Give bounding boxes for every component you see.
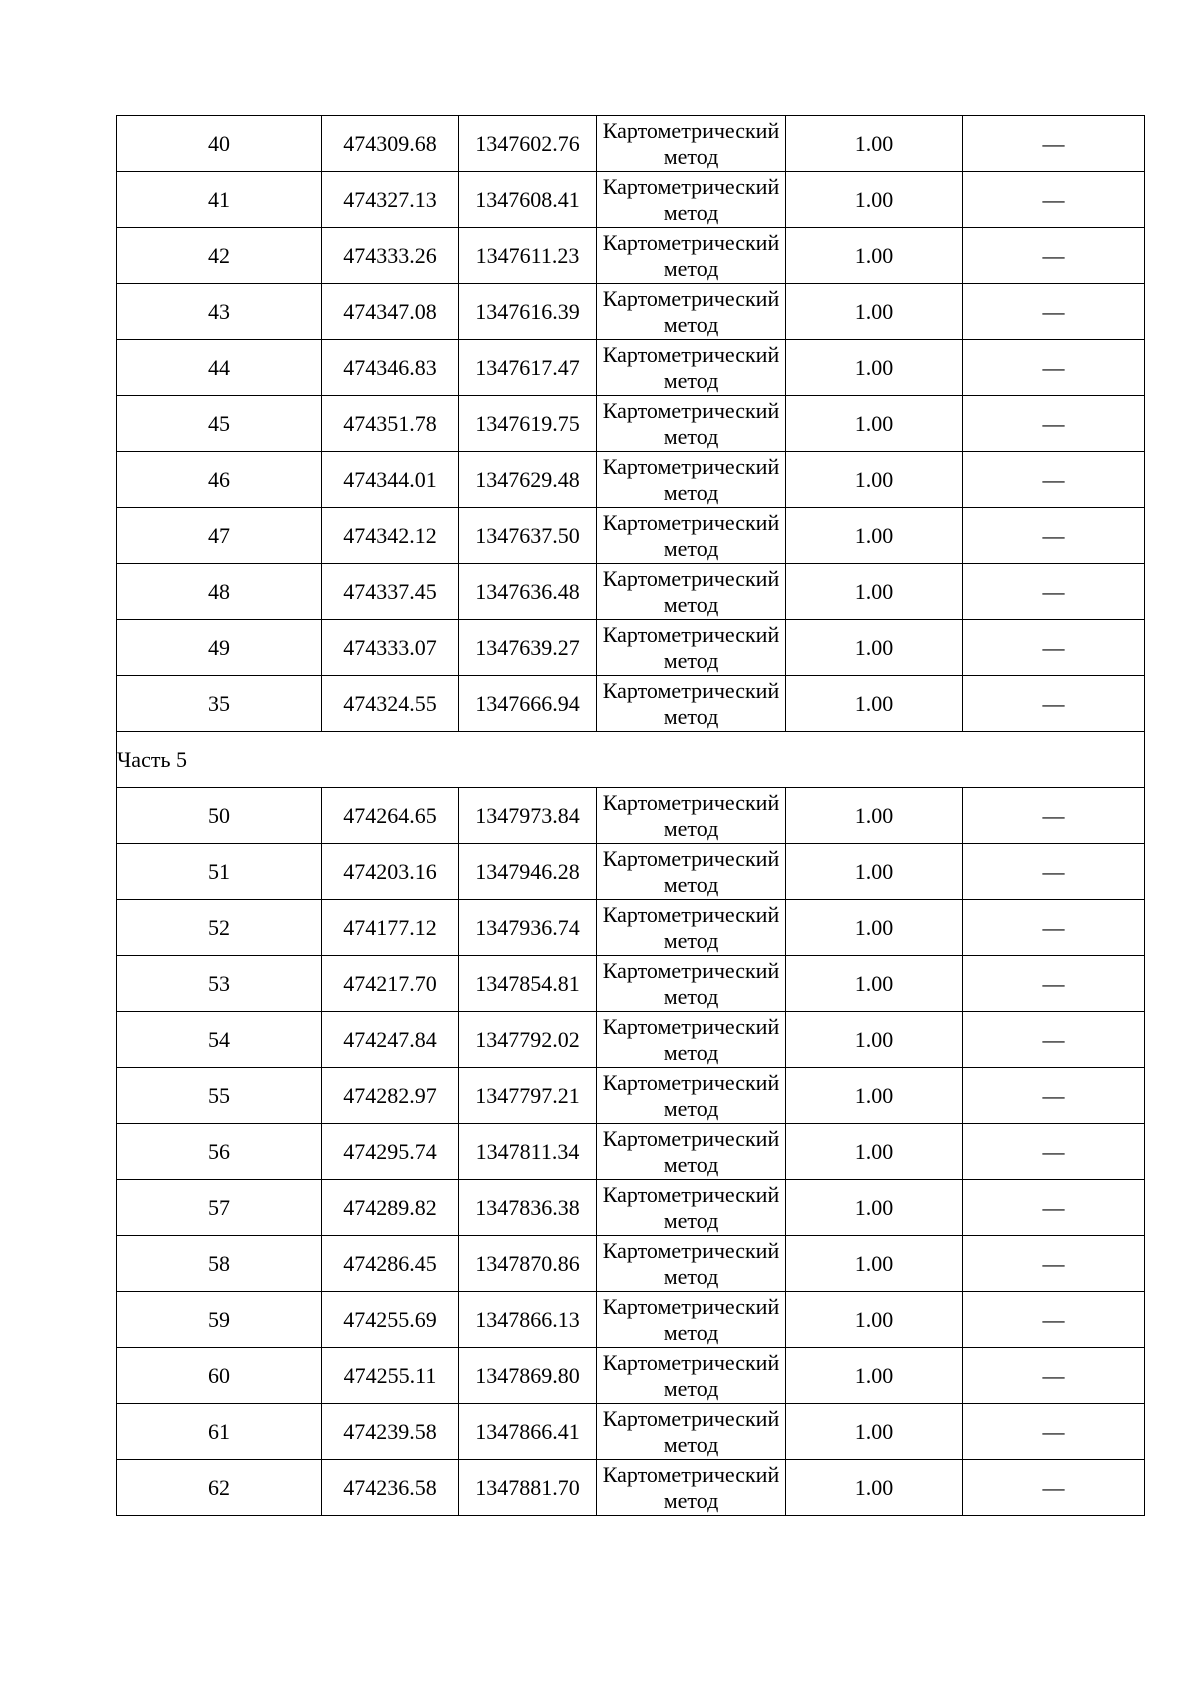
method-cell: Картометрический метод xyxy=(597,228,786,284)
precision-cell: 1.00 xyxy=(786,900,963,956)
table-row xyxy=(117,228,1145,284)
table-row xyxy=(117,620,1145,676)
precision-cell: 1.00 xyxy=(786,396,963,452)
note-cell: — xyxy=(963,1068,1145,1124)
y-coordinate-cell: 1347836.38 xyxy=(459,1180,597,1236)
method-cell: Картометрический метод xyxy=(597,620,786,676)
x-coordinate-cell: 474295.74 xyxy=(322,1124,459,1180)
x-coordinate-cell: 474347.08 xyxy=(322,284,459,340)
x-coordinate-cell: 474333.26 xyxy=(322,228,459,284)
point-number-cell: 54 xyxy=(117,1012,322,1068)
precision-cell: 1.00 xyxy=(786,788,963,844)
y-coordinate-cell: 1347629.48 xyxy=(459,452,597,508)
point-number-cell: 42 xyxy=(117,228,322,284)
y-coordinate-cell: 1347617.47 xyxy=(459,340,597,396)
method-cell: Картометрический метод xyxy=(597,284,786,340)
y-coordinate-cell: 1347608.41 xyxy=(459,172,597,228)
x-coordinate-cell: 474236.58 xyxy=(322,1460,459,1516)
note-cell: — xyxy=(963,676,1145,732)
table-row xyxy=(117,396,1145,452)
y-coordinate-cell: 1347666.94 xyxy=(459,676,597,732)
note-cell: — xyxy=(963,1012,1145,1068)
note-cell: — xyxy=(963,788,1145,844)
note-cell: — xyxy=(963,1236,1145,1292)
point-number-cell: 45 xyxy=(117,396,322,452)
table-row xyxy=(117,956,1145,1012)
x-coordinate-cell: 474351.78 xyxy=(322,396,459,452)
point-number-cell: 50 xyxy=(117,788,322,844)
note-cell: — xyxy=(963,1292,1145,1348)
point-number-cell: 55 xyxy=(117,1068,322,1124)
note-cell: — xyxy=(963,1124,1145,1180)
table-row xyxy=(117,1404,1145,1460)
point-number-cell: 62 xyxy=(117,1460,322,1516)
method-cell: Картометрический метод xyxy=(597,1348,786,1404)
method-cell: Картометрический метод xyxy=(597,1292,786,1348)
precision-cell: 1.00 xyxy=(786,172,963,228)
point-number-cell: 58 xyxy=(117,1236,322,1292)
note-cell: — xyxy=(963,508,1145,564)
point-number-cell: 56 xyxy=(117,1124,322,1180)
method-cell: Картометрический метод xyxy=(597,956,786,1012)
point-number-cell: 46 xyxy=(117,452,322,508)
precision-cell: 1.00 xyxy=(786,1068,963,1124)
x-coordinate-cell: 474309.68 xyxy=(322,116,459,172)
x-coordinate-cell: 474286.45 xyxy=(322,1236,459,1292)
precision-cell: 1.00 xyxy=(786,340,963,396)
note-cell: — xyxy=(963,844,1145,900)
y-coordinate-cell: 1347611.23 xyxy=(459,228,597,284)
y-coordinate-cell: 1347870.86 xyxy=(459,1236,597,1292)
precision-cell: 1.00 xyxy=(786,1460,963,1516)
precision-cell: 1.00 xyxy=(786,1012,963,1068)
x-coordinate-cell: 474282.97 xyxy=(322,1068,459,1124)
point-number-cell: 35 xyxy=(117,676,322,732)
x-coordinate-cell: 474264.65 xyxy=(322,788,459,844)
note-cell: — xyxy=(963,116,1145,172)
coordinates-table xyxy=(116,115,1145,1516)
note-cell: — xyxy=(963,1348,1145,1404)
table-row xyxy=(117,508,1145,564)
x-coordinate-cell: 474342.12 xyxy=(322,508,459,564)
note-cell: — xyxy=(963,340,1145,396)
table-row xyxy=(117,116,1145,172)
point-number-cell: 44 xyxy=(117,340,322,396)
note-cell: — xyxy=(963,900,1145,956)
precision-cell: 1.00 xyxy=(786,116,963,172)
note-cell: — xyxy=(963,1460,1145,1516)
y-coordinate-cell: 1347619.75 xyxy=(459,396,597,452)
table-row xyxy=(117,900,1145,956)
table-row xyxy=(117,1236,1145,1292)
y-coordinate-cell: 1347866.13 xyxy=(459,1292,597,1348)
precision-cell: 1.00 xyxy=(786,1180,963,1236)
x-coordinate-cell: 474203.16 xyxy=(322,844,459,900)
table-row xyxy=(117,172,1145,228)
note-cell: — xyxy=(963,452,1145,508)
y-coordinate-cell: 1347946.28 xyxy=(459,844,597,900)
precision-cell: 1.00 xyxy=(786,1236,963,1292)
y-coordinate-cell: 1347636.48 xyxy=(459,564,597,620)
x-coordinate-cell: 474324.55 xyxy=(322,676,459,732)
method-cell: Картометрический метод xyxy=(597,676,786,732)
table-row xyxy=(117,1292,1145,1348)
precision-cell: 1.00 xyxy=(786,564,963,620)
point-number-cell: 53 xyxy=(117,956,322,1012)
note-cell: — xyxy=(963,1180,1145,1236)
precision-cell: 1.00 xyxy=(786,1292,963,1348)
point-number-cell: 40 xyxy=(117,116,322,172)
method-cell: Картометрический метод xyxy=(597,396,786,452)
note-cell: — xyxy=(963,284,1145,340)
method-cell: Картометрический метод xyxy=(597,844,786,900)
note-cell: — xyxy=(963,1404,1145,1460)
precision-cell: 1.00 xyxy=(786,956,963,1012)
y-coordinate-cell: 1347854.81 xyxy=(459,956,597,1012)
note-cell: — xyxy=(963,228,1145,284)
precision-cell: 1.00 xyxy=(786,1404,963,1460)
y-coordinate-cell: 1347602.76 xyxy=(459,116,597,172)
point-number-cell: 51 xyxy=(117,844,322,900)
table-row xyxy=(117,1180,1145,1236)
coordinates-table-body xyxy=(117,116,1145,1516)
point-number-cell: 48 xyxy=(117,564,322,620)
precision-cell: 1.00 xyxy=(786,676,963,732)
x-coordinate-cell: 474255.69 xyxy=(322,1292,459,1348)
method-cell: Картометрический метод xyxy=(597,1068,786,1124)
precision-cell: 1.00 xyxy=(786,844,963,900)
y-coordinate-cell: 1347811.34 xyxy=(459,1124,597,1180)
x-coordinate-cell: 474247.84 xyxy=(322,1012,459,1068)
precision-cell: 1.00 xyxy=(786,620,963,676)
method-cell: Картометрический метод xyxy=(597,1124,786,1180)
point-number-cell: 52 xyxy=(117,900,322,956)
x-coordinate-cell: 474239.58 xyxy=(322,1404,459,1460)
section-row xyxy=(117,732,1145,788)
point-number-cell: 43 xyxy=(117,284,322,340)
x-coordinate-cell: 474217.70 xyxy=(322,956,459,1012)
method-cell: Картометрический метод xyxy=(597,508,786,564)
table-row xyxy=(117,676,1145,732)
table-row xyxy=(117,1068,1145,1124)
precision-cell: 1.00 xyxy=(786,452,963,508)
point-number-cell: 41 xyxy=(117,172,322,228)
y-coordinate-cell: 1347866.41 xyxy=(459,1404,597,1460)
y-coordinate-cell: 1347797.21 xyxy=(459,1068,597,1124)
y-coordinate-cell: 1347616.39 xyxy=(459,284,597,340)
y-coordinate-cell: 1347637.50 xyxy=(459,508,597,564)
table-row xyxy=(117,788,1145,844)
precision-cell: 1.00 xyxy=(786,284,963,340)
y-coordinate-cell: 1347881.70 xyxy=(459,1460,597,1516)
section-title: Часть 5 xyxy=(117,732,1145,788)
note-cell: — xyxy=(963,172,1145,228)
y-coordinate-cell: 1347973.84 xyxy=(459,788,597,844)
point-number-cell: 61 xyxy=(117,1404,322,1460)
note-cell: — xyxy=(963,956,1145,1012)
table-row xyxy=(117,564,1145,620)
method-cell: Картометрический метод xyxy=(597,900,786,956)
method-cell: Картометрический метод xyxy=(597,172,786,228)
method-cell: Картометрический метод xyxy=(597,1012,786,1068)
method-cell: Картометрический метод xyxy=(597,116,786,172)
method-cell: Картометрический метод xyxy=(597,452,786,508)
method-cell: Картометрический метод xyxy=(597,340,786,396)
point-number-cell: 60 xyxy=(117,1348,322,1404)
y-coordinate-cell: 1347869.80 xyxy=(459,1348,597,1404)
note-cell: — xyxy=(963,620,1145,676)
table-row xyxy=(117,1348,1145,1404)
x-coordinate-cell: 474337.45 xyxy=(322,564,459,620)
precision-cell: 1.00 xyxy=(786,1124,963,1180)
method-cell: Картометрический метод xyxy=(597,1180,786,1236)
point-number-cell: 59 xyxy=(117,1292,322,1348)
table-row xyxy=(117,1012,1145,1068)
y-coordinate-cell: 1347936.74 xyxy=(459,900,597,956)
x-coordinate-cell: 474346.83 xyxy=(322,340,459,396)
point-number-cell: 57 xyxy=(117,1180,322,1236)
precision-cell: 1.00 xyxy=(786,508,963,564)
table-row xyxy=(117,1124,1145,1180)
point-number-cell: 47 xyxy=(117,508,322,564)
method-cell: Картометрический метод xyxy=(597,788,786,844)
x-coordinate-cell: 474177.12 xyxy=(322,900,459,956)
note-cell: — xyxy=(963,564,1145,620)
table-row xyxy=(117,340,1145,396)
x-coordinate-cell: 474255.11 xyxy=(322,1348,459,1404)
x-coordinate-cell: 474344.01 xyxy=(322,452,459,508)
y-coordinate-cell: 1347792.02 xyxy=(459,1012,597,1068)
table-row xyxy=(117,284,1145,340)
x-coordinate-cell: 474289.82 xyxy=(322,1180,459,1236)
precision-cell: 1.00 xyxy=(786,228,963,284)
table-row xyxy=(117,844,1145,900)
x-coordinate-cell: 474327.13 xyxy=(322,172,459,228)
note-cell: — xyxy=(963,396,1145,452)
method-cell: Картометрический метод xyxy=(597,1460,786,1516)
table-row xyxy=(117,452,1145,508)
method-cell: Картометрический метод xyxy=(597,1236,786,1292)
x-coordinate-cell: 474333.07 xyxy=(322,620,459,676)
y-coordinate-cell: 1347639.27 xyxy=(459,620,597,676)
point-number-cell: 49 xyxy=(117,620,322,676)
table-row xyxy=(117,1460,1145,1516)
method-cell: Картометрический метод xyxy=(597,1404,786,1460)
method-cell: Картометрический метод xyxy=(597,564,786,620)
precision-cell: 1.00 xyxy=(786,1348,963,1404)
